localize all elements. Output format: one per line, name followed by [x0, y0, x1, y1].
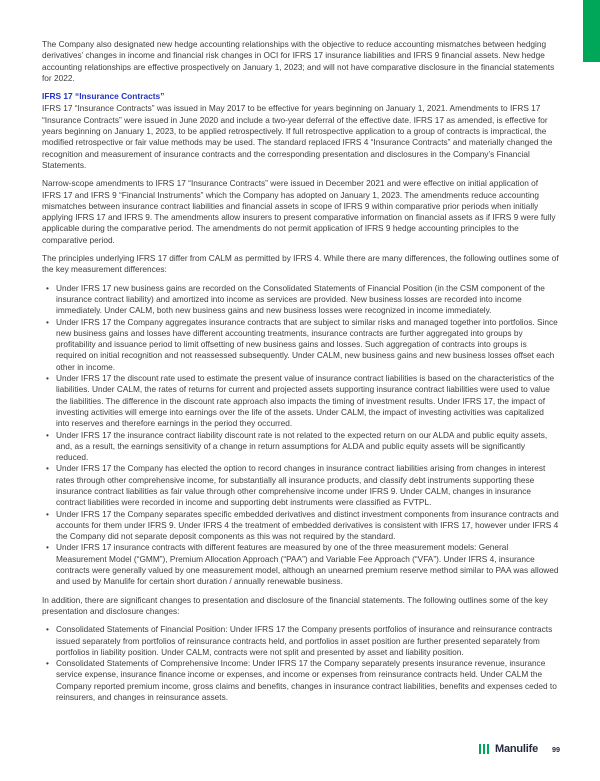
bullet-item: • Under IFRS 17 insurance contracts with different features are measured by one of the three measurement models: General Measurement Model (“GMM”), Premium Allocation Approach (“PAA”) and Variable Fee Approach (“VFA”). Under IFRS 4, insurance contracts were generally valued by one measurement model, although an unearned premium reserve method similar to PAA was allowed and used by Manulife for certain short duration / annually renewable business.: [46, 542, 559, 587]
presentation-changes-lead: In addition, there are significant changes to presentation and disclosure of the financial statements. The following outlines some of the key presentation and disclosure changes:: [42, 594, 548, 616]
bullet-item: • Under IFRS 17 the Company has elected the option to record changes in insurance contract liabilities arising from changes in interest rates through other comprehensive income, for substantially all insurance products, and classify debt instruments supporting these insurance contract liabilities as fair value through other comprehensive income under IFRS 9. Under CALM, changes in insurance contract liabilities were recorded in income and supporting debt instruments were classified as FVTPL.: [46, 463, 559, 508]
bullet-item: • Under IFRS 17 the Company separates specific embedded derivatives and distinct investment components from insurance contracts and accounts for them under IFRS 9. Under IFRS 4 the treatment of embedded derivatives is consistent with IFRS 17, however under IFRS 4 the Company did not separate deposit components as this was not required by the standard.: [46, 509, 559, 543]
paragraph-narrow-scope-amendments: Narrow-scope amendments to IFRS 17 “Insurance Contracts” were issued in December 2021 and were effective on initial application of IFRS 17 and IFRS 9 “Financial Instruments” which the Company has adopted on January 1, 2023. The amendments reduce accounting mismatches between insurance contract liabilities and financial assets in scope of IFRS 9 within comparative prior periods when initially applying IFRS 17 and IFRS 9. The amendments allow insurers to present comparative information on financial assets as if IFRS 9 were fully applicable during the comparative period. The amendments do not permit application of IFRS 9 hedge accounting principles to the comparative period.: [42, 178, 556, 245]
section-heading-ifrs17: IFRS 17 “Insurance Contracts”: [42, 91, 165, 102]
paragraph-ifrs17-issuance: IFRS 17 “Insurance Contracts” was issued in May 2017 to be effective for years beginning on January 1, 2021. Amendments to IFRS 17 “Insurance Contracts” were issued in June 2020 and include a two-year deferral of the effective date. IFRS 17 as amended, is effective for years beginning on January 1, 2023, to be applied retrospectively. If full retrospective application to a group of contracts is impractical, the modified retrospective or fair value methods may be used. The standard replaced IFRS 4 “Insurance Contracts” and materially changed the recognition and measurement of insurance contracts and the corresponding presentation and disclosures in the Company’s Financial Statements.: [42, 103, 553, 170]
page-number: 99: [552, 744, 560, 754]
bullet-item: • Under IFRS 17 the Company aggregates insurance contracts that are subject to similar risks and managed together into portfolios. Since new business gains and losses have different accounting treatments, insurance contracts are further aggregated into groups by profitability and issuance period to limit offsetting of new business gains and losses. Such aggregation of contracts into groups is required on initial recognition and not reassessed subsequently. Under CALM, new business gains and new business losses offset each other in income.: [46, 317, 559, 373]
bullet-item: • Under IFRS 17 the discount rate used to estimate the present value of insurance contract liabilities is based on the characteristics of the liabilities. Under CALM, the rates of returns for current and projected assets supporting insurance contract liabilities were used to value the liabilities. The difference in the discount rate approach also impacts the timing of investment results. Under IFRS 17, the impact of investing activities will emerge into earnings over the life of the assets. Under CALM, the impact of investing activities was capitalized into reserves and therefore earnings in the period they occurred.: [46, 373, 559, 429]
bullet-item: • Under IFRS 17 the insurance contract liability discount rate is not related to the expected return on our ALDA and public equity assets, and, as a result, the earnings sensitivity of a change in return assumptions for ALDA and public equity assets will be significantly reduced.: [46, 430, 559, 464]
section-edge-tab: [583, 0, 600, 62]
page-footer: [479, 743, 560, 755]
manulife-logo-icon: [479, 744, 489, 754]
manulife-wordmark: Manulife: [494, 743, 538, 755]
intro-paragraph: The Company also designated new hedge accounting relationships with the objective to reduce accounting mismatches between hedging derivatives’ changes in income and financial risk changes in OCI for IFRS 17 insurance liabilities and IFRS 9 financial assets. New hedge accounting relationships are effective prospectively on January 1, 2023; and will not have comparative disclosure in the financial statements for 2022.: [42, 39, 555, 83]
bullet-item: • Consolidated Statements of Comprehensive Income: Under IFRS 17 the Company separately presents insurance revenue, insurance service expense, insurance finance income or expenses, and income or expenses from reinsurance contracts held. Under CALM the Company reported premium income, gross claims and benefits, changes in insurance contract liabilities, benefits and expenses ceded to reinsurers, and changes in reinsurance assets.: [46, 658, 559, 703]
measurement-differences-lead: The principles underlying IFRS 17 differ from CALM as permitted by IFRS 4. While there are many differences, the following outlines some of the key measurement differences:: [42, 253, 559, 275]
document-body: [42, 39, 559, 710]
presentation-changes-list: [42, 624, 559, 703]
measurement-differences-list: [42, 283, 559, 588]
bullet-item: • Under IFRS 17 new business gains are recorded on the Consolidated Statements of Financial Position (in the CSM component of the insurance contract liability) and amortized into income as services are provided. New business losses are recorded into income immediately. Under CALM, both new business gains and new business losses were recognized in income immediately.: [46, 283, 559, 317]
bullet-item: • Consolidated Statements of Financial Position: Under IFRS 17 the Company presents portfolios of insurance and reinsurance contracts issued separately from portfolios of reinsurance contracts held, and portfolios in asset position are further presented separately from portfolios in liability position. Under CALM, contracts were not split and presented by asset and liability position.: [46, 624, 559, 658]
